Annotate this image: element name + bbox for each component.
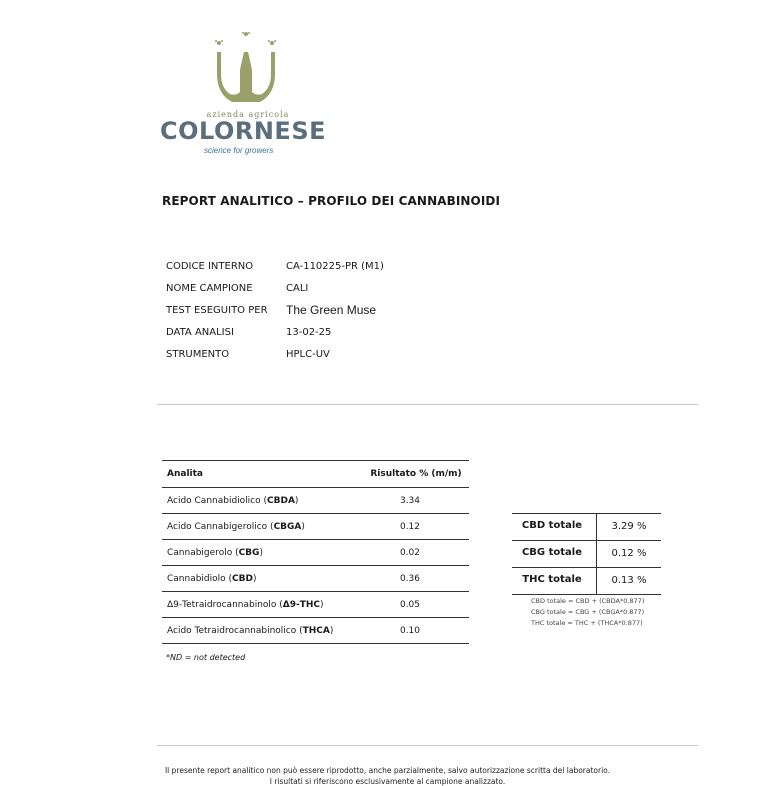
logo-tagline: science for growers	[204, 146, 274, 155]
analyte-name: Cannabidiolo (CBD)	[167, 574, 257, 584]
formula-cbd: CBD totale = CBD + (CBDA*0.877)	[531, 597, 645, 605]
analyte-name: Acido Tetraidrocannabinolico (THCA)	[167, 626, 334, 636]
info-value: The Green Muse	[286, 303, 377, 317]
info-label: NOME CAMPIONE	[166, 283, 253, 294]
report-title: REPORT ANALITICO – PROFILO DEI CANNABINOIDI	[162, 194, 501, 208]
totals-row-cbd	[512, 514, 661, 541]
crown-logo-icon	[204, 30, 292, 114]
info-value: CA-110225-PR (M1)	[286, 261, 384, 272]
analyte-value: 3.34	[399, 496, 421, 506]
info-value: 13-02-25	[286, 327, 332, 338]
total-label: THC totale	[522, 574, 582, 585]
analytes-table	[162, 460, 469, 644]
header-result: Risultato % (m/m)	[370, 469, 462, 479]
info-value: CALI	[286, 283, 309, 294]
total-value: 0.13 %	[611, 575, 647, 586]
table-header	[162, 460, 469, 488]
footer-line-2: I risultati si riferiscono esclusivamente al campione analizzato.	[269, 777, 506, 786]
analyte-name: Acido Cannabigerolico (CBGA)	[167, 522, 305, 532]
totals-table	[512, 513, 661, 595]
totals-row-thc	[512, 568, 661, 595]
analyte-value: 0.02	[399, 548, 421, 558]
analyte-value: 0.05	[399, 600, 421, 610]
logo-subtitle: azienda agricola	[206, 110, 290, 119]
info-label: DATA ANALISI	[166, 327, 234, 338]
analyte-value: 0.36	[399, 574, 421, 584]
analyte-value: 0.10	[399, 626, 421, 636]
nd-note: *ND = not detected	[166, 653, 246, 662]
footer-divider	[157, 745, 698, 746]
table-row	[162, 488, 469, 514]
analyte-value: 0.12	[399, 522, 421, 532]
analyte-name: Δ9-Tetraidrocannabinolo (Δ9-THC)	[167, 600, 324, 610]
section-divider	[157, 404, 698, 405]
total-value: 3.29 %	[611, 521, 647, 532]
info-label: TEST ESEGUITO PER	[166, 305, 268, 316]
table-row	[162, 566, 469, 592]
info-label: STRUMENTO	[166, 349, 230, 360]
total-value: 0.12 %	[611, 548, 647, 559]
table-row	[162, 540, 469, 566]
table-row	[162, 592, 469, 618]
totals-row-cbg	[512, 541, 661, 568]
footer-line-1: Il presente report analitico non può essere riprodotto, anche parzialmente, salvo autorizzazione scritta del laboratorio.	[164, 766, 611, 775]
logo-name: COLORNESE	[160, 117, 326, 145]
header-analyte: Analita	[167, 469, 203, 479]
formula-thc: THC totale = THC + (THCA*0.877)	[531, 619, 643, 627]
analyte-name: Acido Cannabidiolico (CBDA)	[167, 496, 299, 506]
info-label: CODICE INTERNO	[166, 261, 254, 272]
formula-cbg: CBG totale = CBG + (CBGA*0.877)	[531, 608, 645, 616]
total-label: CBG totale	[521, 547, 583, 558]
analyte-name: Cannabigerolo (CBG)	[167, 548, 263, 558]
info-value: HPLC-UV	[286, 349, 330, 360]
table-row	[162, 514, 469, 540]
total-label: CBD totale	[521, 520, 583, 531]
table-row	[162, 618, 469, 644]
